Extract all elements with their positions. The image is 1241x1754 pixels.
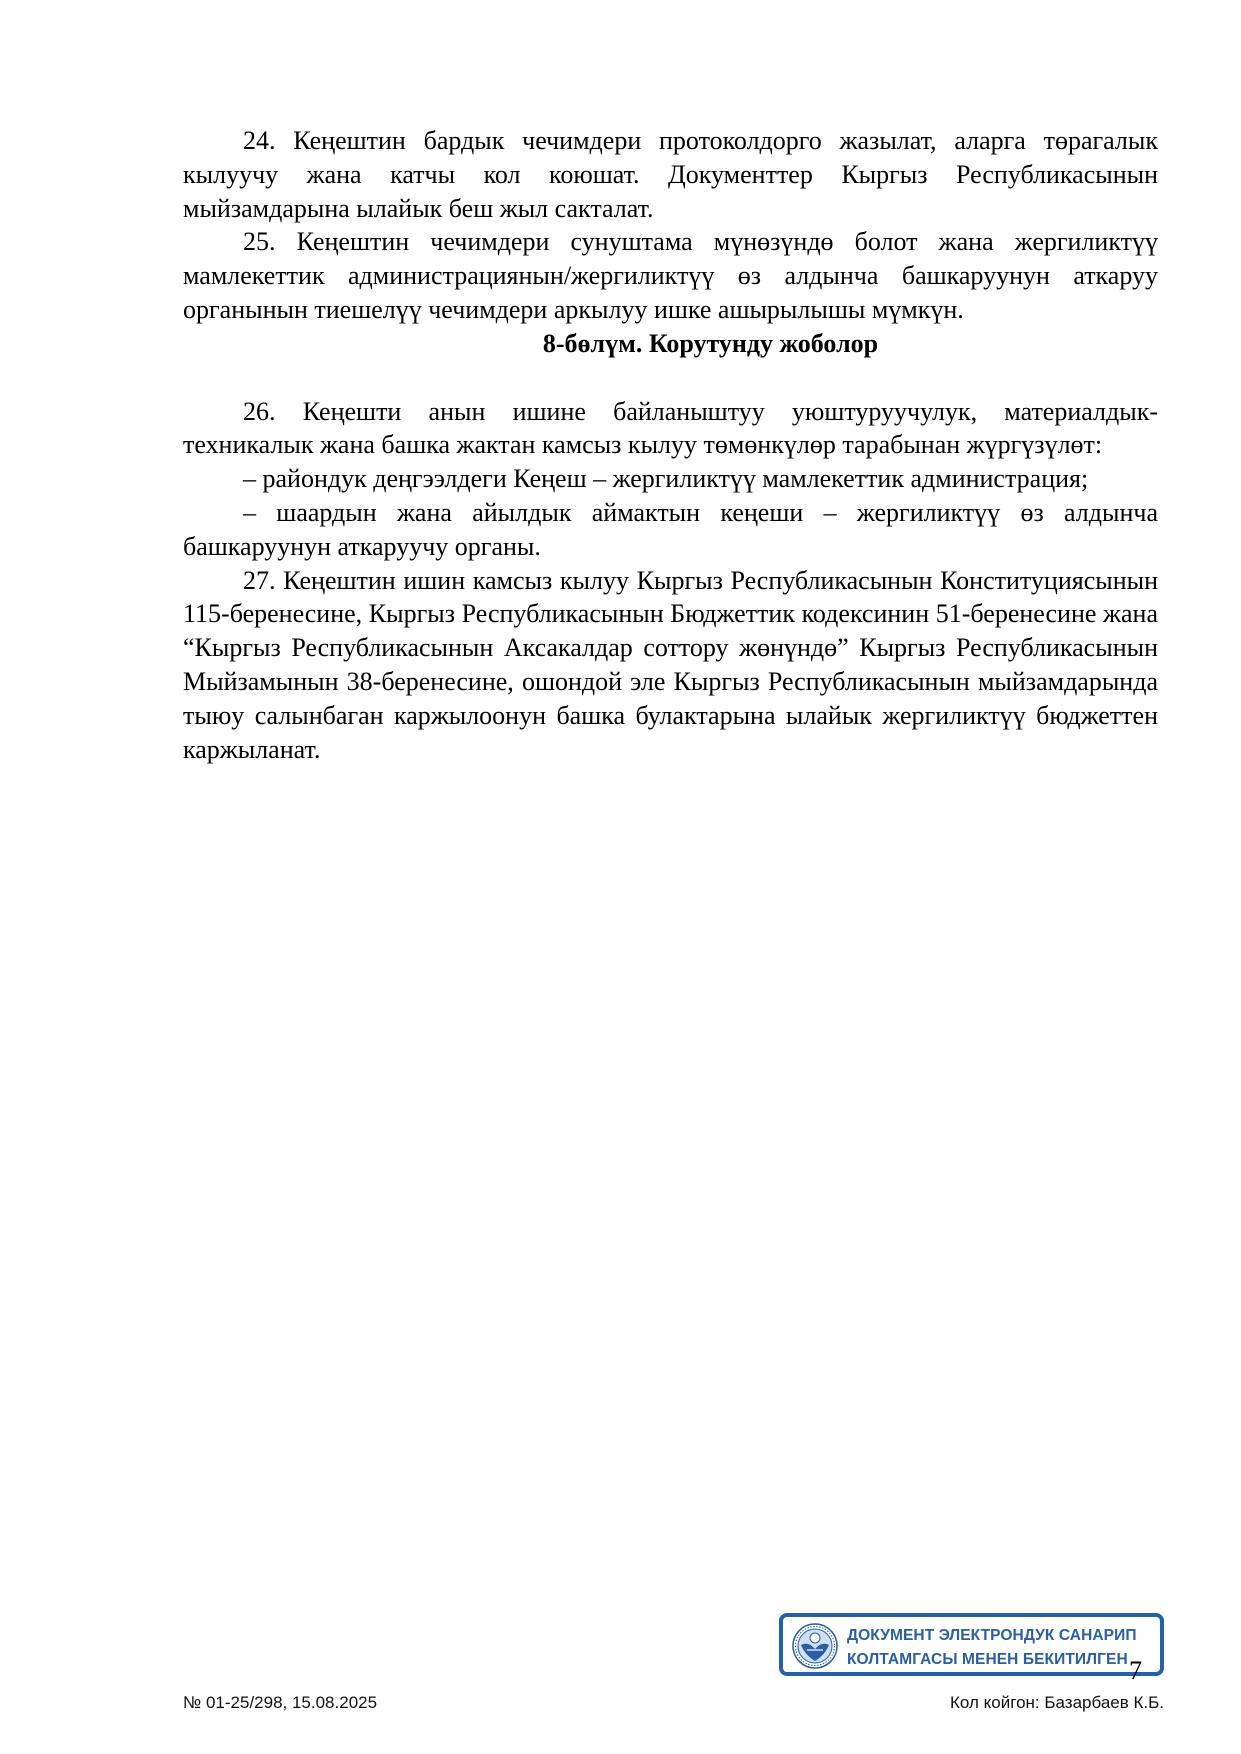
paragraph-25: 25. Кеңештин чечимдери сунуштама мүнөзүндө болот жана жергиликтүү мамлекеттик администрациянын/жергиликтүү өз алдынча башкаруунун аткаруу органынын тиешелүү чечимдери аркылуу ишке ашырылышы мүмкүн. [183, 227, 1158, 324]
digital-signature-stamp [779, 1613, 1164, 1676]
stamp-line-2: КОЛТАМГАСЫ МЕНЕН БЕКИТИЛГЕН [847, 1651, 1128, 1668]
paragraph-27: 27. Кеңештин ишин камсыз кылуу Кыргыз Республикасынын Конституциясынын 115-беренесине, Кыргыз Республикасынын Бюджеттик кодексинин 51-беренесине жана “Кыргыз Республикасынын Аксакалдар соттору жөнүндө” Кыргыз Республикасынын Мыйзамынын 38-беренесине, ошондой эле Кыргыз Республикасынын мыйзамдарында тыюу салынбаган каржылоонун башка булактарына ылайык жергиликтүү бюджеттен каржыланат. [183, 565, 1158, 764]
signed-by: Кол койгон: Базарбаев К.Б. [950, 1693, 1164, 1712]
page-number: 7 [1129, 1656, 1142, 1685]
state-emblem-icon [792, 1623, 838, 1669]
document-reference: № 01-25/298, 15.08.2025 [183, 1693, 378, 1712]
stamp-line-1: ДОКУМЕНТ ЭЛЕКТРОНДУК САНАРИП [847, 1627, 1137, 1644]
stamp-text [847, 1624, 1137, 1672]
list-item-city: – шаардын жана айылдык аймактын кеңеши – жергиликтүү өз алдынча башкаруунун аткаруучу органы. [183, 497, 1158, 561]
document-body [183, 124, 1158, 766]
paragraph-26: 26. Кеңешти анын ишине байланыштуу уюштуруучулук, материалдык-техникалык жана башка жактан камсыз кылуу төмөнкүлөр тарабынан жүргүзүлөт: [183, 396, 1158, 460]
paragraph-24: 24. Кеңештин бардык чечимдери протоколдорго жазылат, аларга төрагалык кылуучу жана катчы кол коюшат. Документтер Кыргыз Республикасынын мыйзамдарына ылайык беш жыл сакталат. [183, 126, 1158, 223]
section-heading: 8-бөлүм. Корутунду жоболор [542, 328, 879, 358]
list-item-district: – райондук деңгээлдеги Кеңеш – жергиликтүү мамлекеттик администрация; [243, 464, 1089, 494]
